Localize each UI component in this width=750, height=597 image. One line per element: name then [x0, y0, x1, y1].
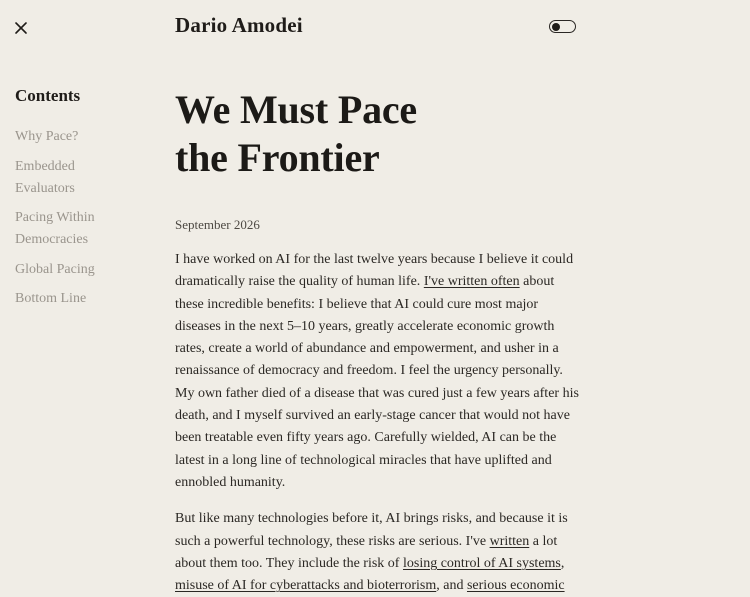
- toc-item-bottom-line[interactable]: Bottom Line: [15, 291, 87, 306]
- toc-item-embedded-evaluators[interactable]: Embedded Evaluators: [15, 158, 75, 196]
- link-serious-economic[interactable]: serious economic: [466, 578, 565, 594]
- paragraph-1: [175, 249, 580, 494]
- site-name[interactable]: Dario Amodei: [175, 13, 303, 37]
- article-title: [175, 86, 580, 182]
- toc-item-why-pace[interactable]: Why Pace?: [15, 129, 79, 144]
- p1-text-1: I have worked on AI for the last twelve years because I believe it could dramatically raise the quality of human life.: [175, 252, 574, 290]
- theme-toggle[interactable]: [549, 20, 576, 33]
- toggle-knob: [552, 23, 560, 31]
- link-written[interactable]: written: [489, 533, 530, 549]
- link-misuse-of-ai[interactable]: misuse of AI for cyberattacks and bioterrorism: [175, 578, 437, 594]
- p2-text-2: a lot about them too. They include the risk of: [175, 533, 558, 571]
- p2-text-1: But like many technologies before it, AI brings risks, and because it is such a powerful technology, these risks are serious. I've: [175, 511, 568, 549]
- paragraph-2: [175, 508, 580, 597]
- toc-item-global-pacing[interactable]: Global Pacing: [15, 261, 95, 277]
- link-losing-control[interactable]: losing control of AI systems: [402, 555, 561, 571]
- toc-heading: Contents: [15, 86, 81, 105]
- link-ive-written-often[interactable]: I've written often: [423, 274, 520, 290]
- close-button[interactable]: [12, 19, 30, 37]
- title-line-2: the Frontier: [175, 135, 380, 180]
- table-of-contents: [15, 86, 155, 318]
- toc-item-pacing-within-democracies[interactable]: Pacing Within Democracies: [15, 210, 95, 247]
- title-line-1: We Must Pace: [175, 87, 417, 132]
- close-icon: [12, 19, 30, 37]
- p2-text-3: ,: [560, 555, 565, 571]
- p1-text-2: about these incredible benefits: I believe that AI could cure most major diseases in the next 5–10 years, greatly accelerate economic growth rates, create a world of abundance and empowerment, and usher in a renaissance of democracy and freedom. I feel the urgency personally. My own father died of a disease that was cured just a few years after his death, and I myself survived an early-stage cancer that would not have been treatable even fifty years ago. Carefully wielded, AI can be the latest in a long line of technological miracles that have uplifted and ennobled humanity.: [175, 274, 579, 490]
- article-date: September 2026: [175, 217, 260, 232]
- article: [175, 86, 580, 597]
- p2-text-4: , and: [436, 578, 467, 594]
